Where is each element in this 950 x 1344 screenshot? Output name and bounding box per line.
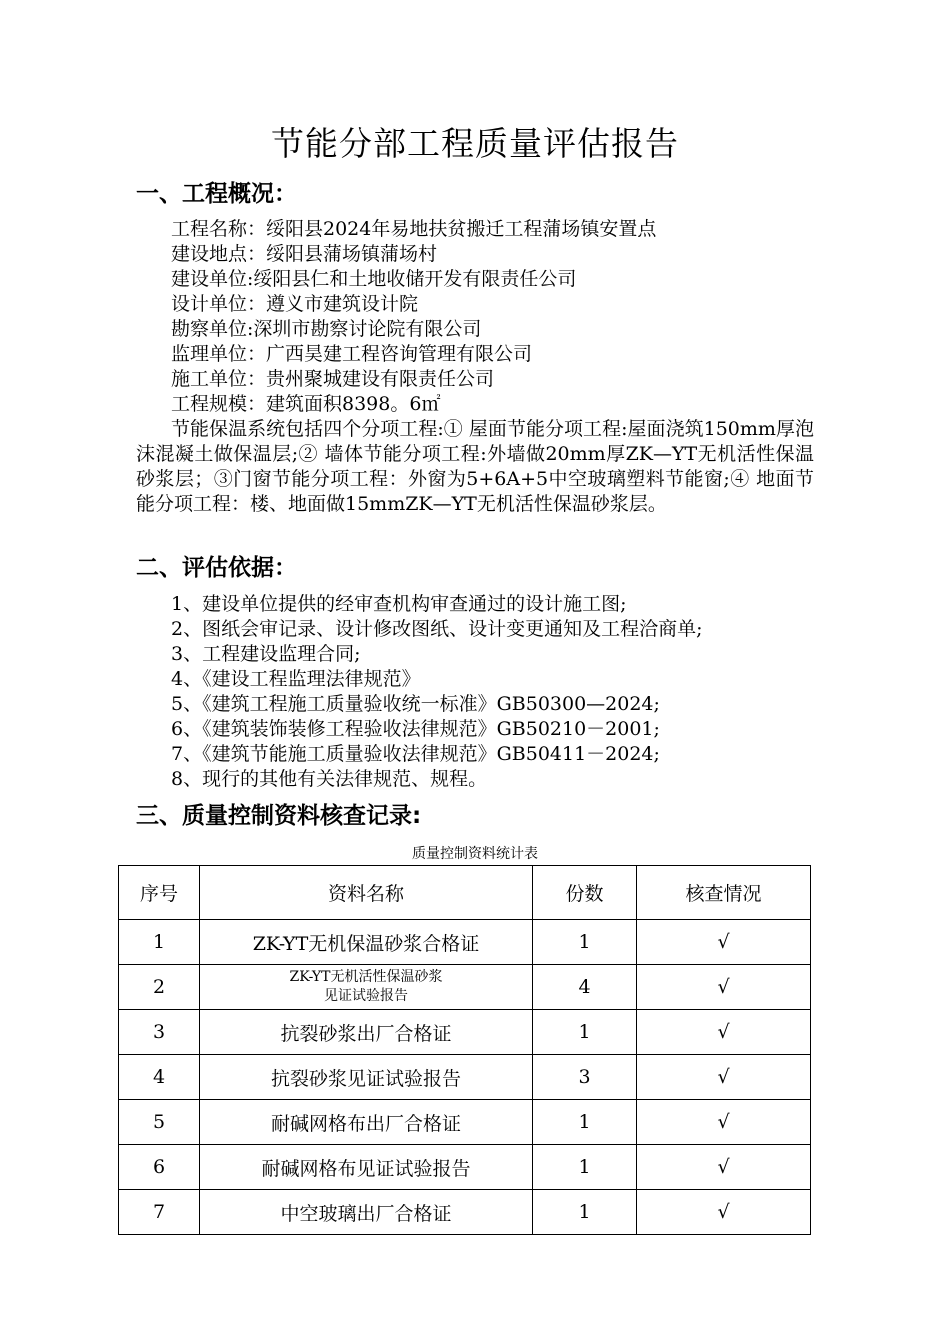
basis-item: 4、《建设工程监理法律规范》 xyxy=(171,668,421,690)
section3-heading: 三、质量控制资料核查记录: xyxy=(136,803,422,829)
table-row xyxy=(119,1055,811,1100)
cell-count: 1 xyxy=(533,920,637,965)
column-header-count: 份数 xyxy=(533,866,637,920)
design-unit-line: 设计单位：遵义市建筑设计院 xyxy=(171,293,419,315)
cell-count: 3 xyxy=(533,1055,637,1100)
survey-unit-line: 勘察单位:深圳市勘察讨论院有限公司 xyxy=(171,318,482,340)
cell-name: 耐碱网格布出厂合格证 xyxy=(200,1100,533,1145)
cell-name: 抗裂砂浆见证试验报告 xyxy=(200,1055,533,1100)
project-name-line: 工程名称：绥阳县2024年易地扶贫搬迁工程蒲场镇安置点 xyxy=(171,218,657,240)
table-row xyxy=(119,965,811,1010)
table-header-row xyxy=(119,866,811,920)
table-row xyxy=(119,1145,811,1190)
cell-no: 3 xyxy=(119,1010,200,1055)
cell-count: 1 xyxy=(533,1010,637,1055)
cell-no: 5 xyxy=(119,1100,200,1145)
cell-check: √ xyxy=(637,920,811,965)
column-header-check: 核查情况 xyxy=(637,866,811,920)
cell-no: 7 xyxy=(119,1190,200,1235)
table-row xyxy=(119,920,811,965)
cell-name: 中空玻璃出厂合格证 xyxy=(200,1190,533,1235)
cell-name xyxy=(200,965,533,1010)
table-row xyxy=(119,1100,811,1145)
table-row xyxy=(119,1010,811,1055)
supervision-unit-line: 监理单位：广西昊建工程咨询管理有限公司 xyxy=(171,343,533,365)
basis-item: 5、《建筑工程施工质量验收统一标准》GB50300—2024; xyxy=(171,693,660,715)
insulation-system-paragraph: 节能保温系统包括四个分项工程:① 屋面节能分项工程:屋面浇筑150mm厚泡沫混凝土做保温层;② 墙体节能分项工程:外墙做20mm厚ZK—YT无机活性保温砂浆层；③门窗节能分项工程：外窗为5+6A+5中空玻璃塑料节能窗;④ 地面节能分项工程：楼、地面做15mmZK—YT无机活性保温砂浆层。 xyxy=(136,418,814,515)
basis-item: 1、建设单位提供的经审查机构审查通过的设计施工图; xyxy=(171,593,627,615)
cell-no: 4 xyxy=(119,1055,200,1100)
cell-check: √ xyxy=(637,1055,811,1100)
cell-check: √ xyxy=(637,1190,811,1235)
basis-item: 8、现行的其他有关法律规范、规程。 xyxy=(171,768,488,790)
cell-no: 1 xyxy=(119,920,200,965)
cell-count: 1 xyxy=(533,1190,637,1235)
cell-check: √ xyxy=(637,1145,811,1190)
cell-name-line2: 见证试验报告 xyxy=(324,988,408,1004)
project-location-line: 建设地点：绥阳县蒲场镇蒲场村 xyxy=(171,243,438,265)
section2-heading: 二、评估依据： xyxy=(136,555,297,581)
cell-name: 耐碱网格布见证试验报告 xyxy=(200,1145,533,1190)
column-header-no: 序号 xyxy=(119,866,200,920)
contractor-line: 施工单位：贵州聚城建设有限责任公司 xyxy=(171,368,495,390)
cell-no: 2 xyxy=(119,965,200,1010)
quality-control-table xyxy=(118,865,811,1235)
cell-check: √ xyxy=(637,965,811,1010)
cell-count: 1 xyxy=(533,1145,637,1190)
section1-heading: 一、工程概况： xyxy=(136,181,297,207)
cell-no: 6 xyxy=(119,1145,200,1190)
cell-name: 抗裂砂浆出厂合格证 xyxy=(200,1010,533,1055)
cell-name: ZK-YT无机保温砂浆合格证 xyxy=(200,920,533,965)
table-caption: 质量控制资料统计表 xyxy=(412,846,538,862)
cell-count: 4 xyxy=(533,965,637,1010)
project-scale-line: 工程规模：建筑面积8398。6㎡ xyxy=(171,393,441,415)
construction-unit-line: 建设单位:绥阳县仁和土地收储开发有限责任公司 xyxy=(171,268,577,290)
table-row xyxy=(119,1190,811,1235)
report-title: 节能分部工程质量评估报告 xyxy=(271,124,679,163)
basis-item: 7、《建筑节能施工质量验收法律规范》GB50411－2024; xyxy=(171,743,660,765)
cell-count: 1 xyxy=(533,1100,637,1145)
cell-check: √ xyxy=(637,1100,811,1145)
cell-check: √ xyxy=(637,1010,811,1055)
cell-name-line1: ZK-YT无机活性保温砂浆 xyxy=(289,969,443,985)
column-header-name: 资料名称 xyxy=(200,866,533,920)
basis-item: 3、工程建设监理合同; xyxy=(171,643,361,665)
basis-item: 6、《建筑装饰装修工程验收法律规范》GB50210－2001; xyxy=(171,718,660,740)
basis-item: 2、图纸会审记录、设计修改图纸、设计变更通知及工程洽商单; xyxy=(171,618,703,640)
